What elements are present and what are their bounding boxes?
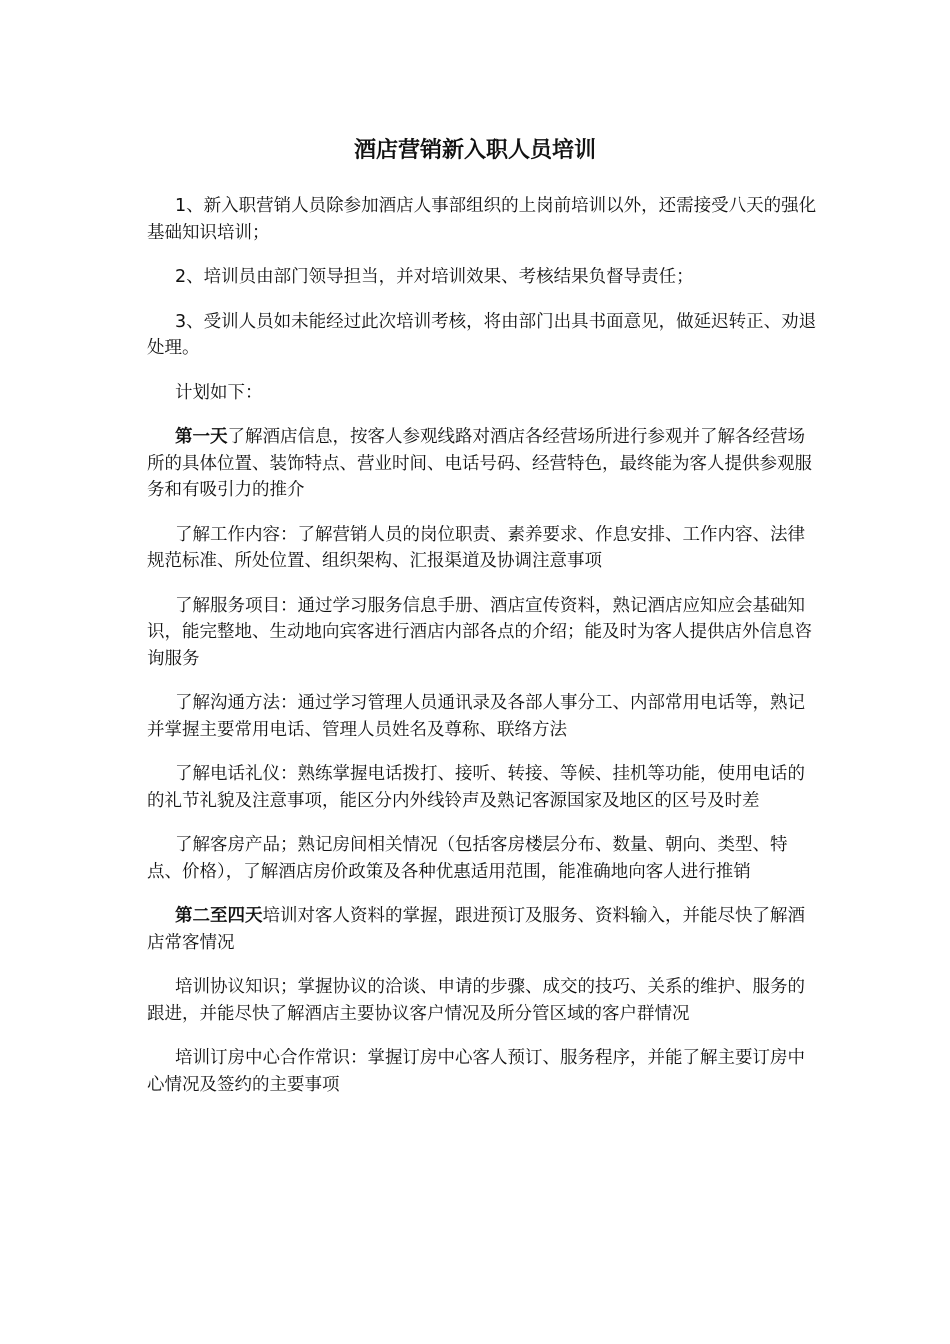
paragraph-text: 了解沟通方法：通过学习管理人员通讯录及各部人事分工、内部常用电话等，熟记并掌握主要常用电话、管理人员姓名及尊称、联络方法 — [147, 693, 805, 740]
day-heading: 第一天 — [175, 427, 228, 447]
paragraph-text: 培训订房中心合作常识：掌握订房中心客人预订、服务程序，并能了解主要订房中心情况及签约的主要事项 — [147, 1048, 805, 1095]
paragraph-text: 培训对客人资料的掌握，跟进预订及服务、资料输入，并能尽快了解酒店常客情况 — [147, 906, 805, 953]
paragraph-2 — [147, 264, 819, 291]
paragraph-1 — [147, 193, 819, 246]
paragraph-booking-center — [147, 1045, 819, 1098]
paragraph-day-1 — [147, 424, 819, 504]
paragraph-day-2-4 — [147, 903, 819, 956]
paragraph-agreement-knowledge — [147, 974, 819, 1027]
day-heading: 第二至四天 — [175, 906, 263, 926]
paragraph-text: 2、培训员由部门领导担当，并对培训效果、考核结果负督导责任； — [175, 267, 694, 287]
paragraph-text: 了解客房产品；熟记房间相关情况（包括客房楼层分布、数量、朝向、类型、特点、价格），了解酒店房价政策及各种优惠适用范围，能准确地向客人进行推销 — [147, 835, 788, 882]
paragraph-text: 了解服务项目：通过学习服务信息手册、酒店宣传资料，熟记酒店应知应会基础知识，能完整地、生动地向宾客进行酒店内部各点的介绍；能及时为客人提供店外信息咨询服务 — [147, 595, 812, 669]
document-body — [147, 193, 819, 1116]
paragraph-text: 了解电话礼仪：熟练掌握电话拨打、接听、转接、等候、挂机等功能，使用电话的的礼节礼貌及注意事项，能区分内外线铃声及熟记客源国家及地区的区号及时差 — [147, 764, 805, 811]
paragraph-text: 1、新入职营销人员除参加酒店人事部组织的上岗前培训以外，还需接受八天的强化基础知识培训； — [147, 196, 817, 243]
paragraph-text: 培训协议知识；掌握协议的洽谈、申请的步骤、成交的技巧、关系的维护、服务的跟进，并能尽快了解酒店主要协议客户情况及所分管区域的客户群情况 — [147, 977, 805, 1024]
document-title: 酒店营销新入职人员培训 — [353, 137, 596, 163]
paragraph-text: 3、受训人员如未能经过此次培训考核，将由部门出具书面意见，做延迟转正、劝退处理。 — [147, 311, 817, 358]
paragraph-text: 计划如下： — [175, 382, 263, 403]
paragraph-text: 了解工作内容：了解营销人员的岗位职责、素养要求、作息安排、工作内容、法律规范标准、所处位置、组织架构、汇报渠道及协调注意事项 — [147, 524, 805, 571]
paragraph-room-products — [147, 832, 819, 885]
paragraph-plan-intro — [147, 380, 819, 407]
paragraph-work-content — [147, 522, 819, 575]
paragraph-service-items — [147, 593, 819, 673]
paragraph-communication — [147, 690, 819, 743]
paragraph-text: 了解酒店信息，按客人参观线路对酒店各经营场所进行参观并了解各经营场所的具体位置、装饰特点、营业时间、电话号码、经营特色，最终能为客人提供参观服务和有吸引力的推介 — [147, 427, 812, 500]
paragraph-phone-etiquette — [147, 761, 819, 814]
paragraph-3 — [147, 309, 819, 362]
